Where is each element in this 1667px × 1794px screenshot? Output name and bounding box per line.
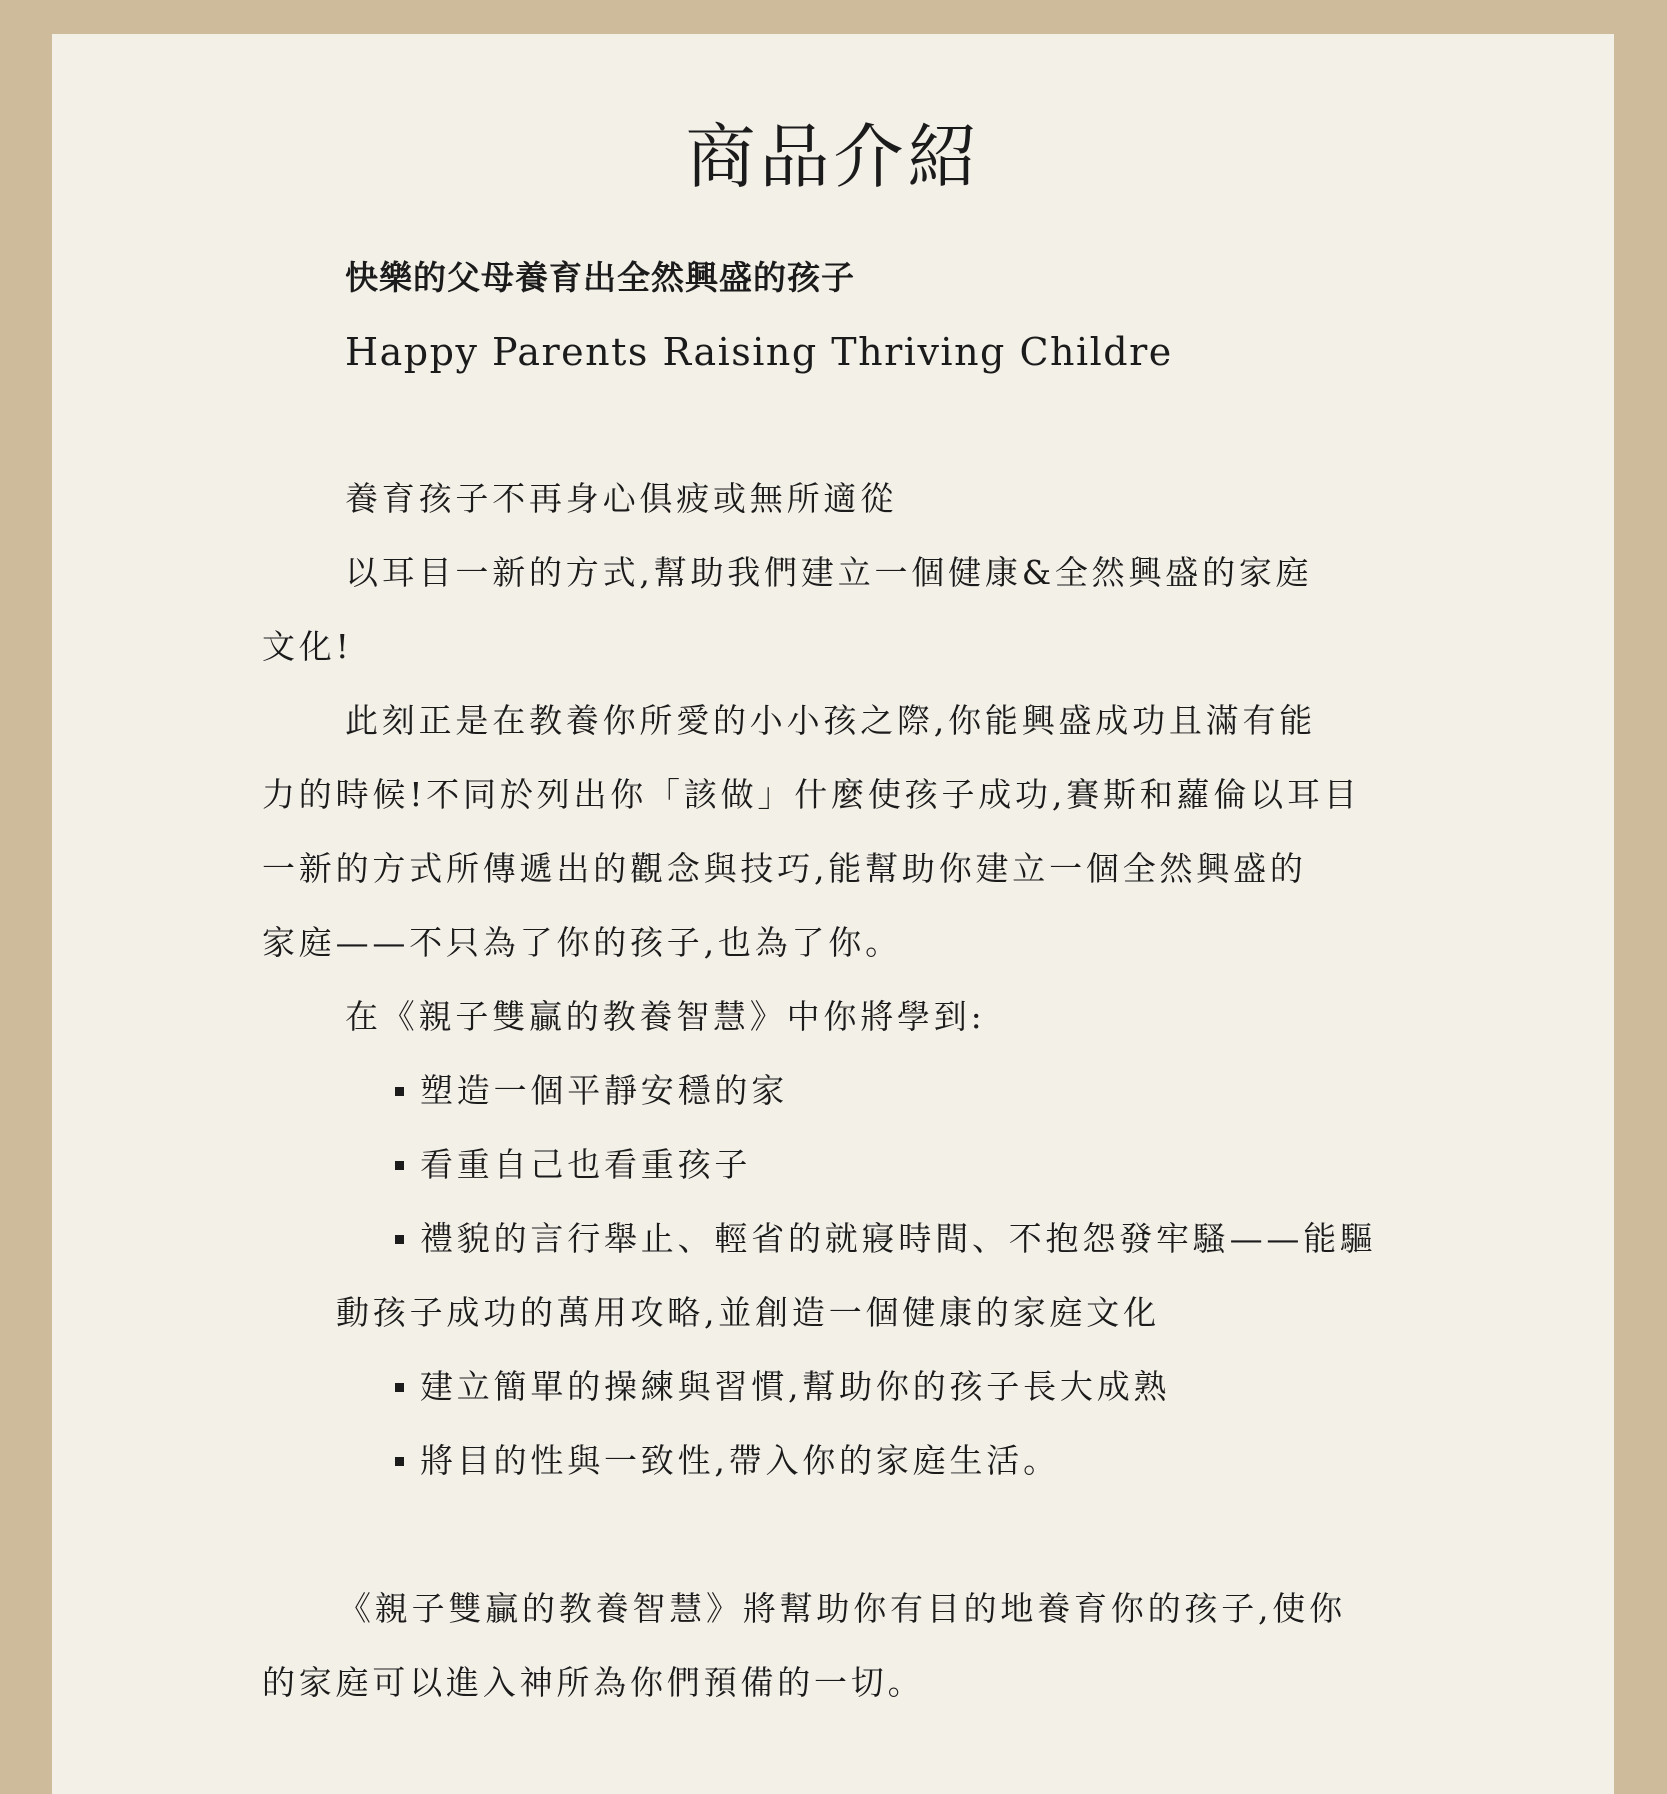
text-line: 的家庭可以進入神所為你們預備的一切。 [262, 1663, 925, 1702]
text-line: 養育孩子不再身心俱疲或無所適從 [345, 479, 897, 518]
text-line: 家庭——不只為了你的孩子,也為了你。 [262, 923, 902, 962]
page-title: 商品介紹 [685, 116, 982, 198]
text-line: 此刻正是在教養你所愛的小小孩之際,你能興盛成功且滿有能 [345, 701, 1317, 740]
description-body [262, 462, 1422, 1720]
text-line: 以耳目一新的方式,幫助我們建立一個健康&全然興盛的家庭 [345, 553, 1313, 592]
subtitle-chinese: 快樂的父母養育出全然興盛的孩子 [345, 258, 855, 297]
bullet-item: 禮貌的言行舉止、輕省的就寢時間、不抱怨發牢騷——能驅 [262, 1202, 1422, 1276]
bullet-item: 塑造一個平靜安穩的家 [262, 1054, 1422, 1128]
blank-line [262, 1498, 1422, 1572]
subtitle-english: Happy Parents Raising Thriving Childre [345, 330, 1173, 374]
text-line: 《親子雙贏的教養智慧》將幫助你有目的地養育你的孩子,使你 [338, 1589, 1346, 1628]
text-line: 力的時候!不同於列出你「該做」什麼使孩子成功,賽斯和蘿倫以耳目 [262, 775, 1361, 814]
text-line: 一新的方式所傳遞出的觀念與技巧,能幫助你建立一個全然興盛的 [262, 849, 1307, 888]
bullet-item: 看重自己也看重孩子 [262, 1128, 1422, 1202]
bullet-item: 將目的性與一致性,帶入你的家庭生活。 [262, 1424, 1422, 1498]
text-line: 文化! [262, 627, 353, 666]
text-line: 在《親子雙贏的教養智慧》中你將學到: [345, 997, 986, 1036]
bullet-item: 建立簡單的操練與習慣,幫助你的孩子長大成熟 [262, 1350, 1422, 1424]
bullet-item-continuation: 動孩子成功的萬用攻略,並創造一個健康的家庭文化 [336, 1293, 1160, 1332]
